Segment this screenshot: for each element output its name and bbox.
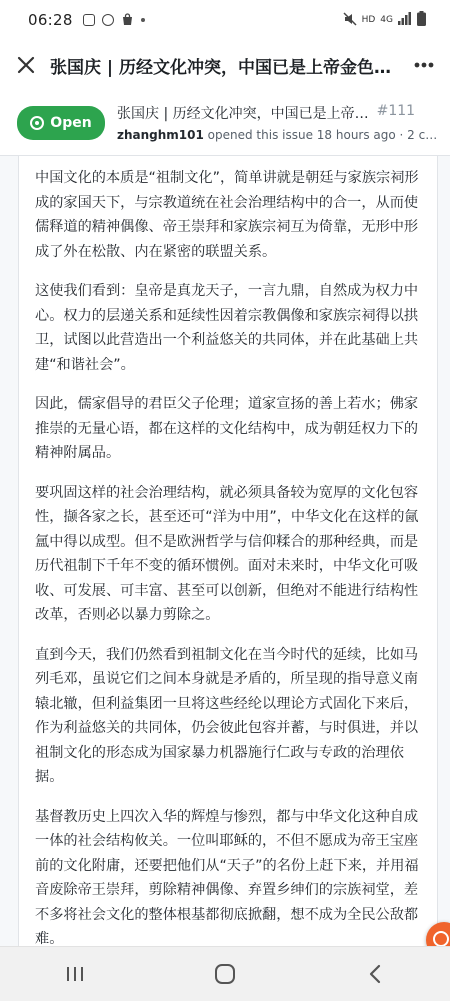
back-button[interactable] [345, 954, 405, 994]
status-bar [0, 0, 450, 40]
issue-title[interactable]: 张国庆 | 历经文化冲突，中国已是上帝… [117, 106, 369, 122]
body-paragraph: 这使我们看到：皇帝是真龙天子，一言九鼎，自然成为权力中心。权力的层递关系和延续性因着宗教偶像和家族宗祠得以拱卫，试图以此营造出一个利益悠关的共同体，并在此基础上共建“和谐社会”。 [35, 283, 419, 373]
close-button[interactable] [12, 51, 40, 79]
status-system-icons [343, 11, 426, 29]
network-hd-label: HD [361, 15, 376, 25]
back-icon [368, 964, 382, 984]
status-notification-icons [83, 11, 145, 30]
more-icon [414, 62, 434, 68]
battery-icon [417, 11, 426, 29]
body-paragraph: 中国文化的本质是“祖制文化”，简单讲就是朝廷与家族宗祠形成的家国天下，与宗教道统在社会治理结构中的合一，从而使儒释道的精神偶像、帝王崇拜和家族宗祠互为倚靠，无形中形成了外在松散、内在紧密的联盟关系。 [35, 170, 419, 260]
shop-bag-icon [121, 11, 134, 30]
issue-subtitle [117, 128, 450, 142]
body-paragraph: 直到今天，我们仍然看到祖制文化在当今时代的延续，比如马列毛邓，虽说它们之间本身就是矛盾的，所呈现的指导意义南辕北辙，但利益集团一旦将这些经纶以理论方式固化下来后，作为利益悠关的共同体，仍会彼此包容并蓄，与时俱进，并以祖制文化的形态成为国家暴力机器施行仁政与专政的治理依据。 [35, 646, 419, 785]
issue-body [18, 156, 438, 946]
status-time: 06:28 [28, 11, 73, 29]
close-icon [17, 56, 35, 74]
title-bar [0, 40, 450, 90]
issue-title-line [117, 103, 450, 123]
body-paragraph: 基督教历史上四次入华的辉煌与惨烈，都与中华文化这种自成一体的社会结构攸关。一位叫耶稣的，不但不愿成为帝王宝座前的文化附庸，还要把他们从“天子”的名份上赶下来，并用福音废除帝王崇拜，剪除精神偶像、弃置乡绅们的宗族祠堂，差不多将社会文化的整体根基都彻底掀翻，想不成为全民公敌都难。 [35, 808, 419, 946]
issue-author[interactable]: zhanghm101 [117, 128, 204, 142]
body-paragraph: 因此，儒家倡导的君臣父子伦理；道家宣扬的善上若水；佛家推崇的无量心语，都在这样的文化结构中，成为朝廷权力下的精神附属品。 [35, 396, 419, 461]
issue-number: #111 [376, 103, 416, 119]
fab-icon [433, 931, 449, 947]
dot-icon [141, 18, 145, 22]
recent-apps-icon [65, 965, 85, 983]
messenger-icon [102, 14, 114, 26]
page-title: 张国庆 | 历经文化冲突，中国已是上帝金色… [50, 57, 392, 78]
body-paragraph: 要巩固这样的社会治理结构，就必须具备较为宽厚的文化包容性，撷各家之长，甚至还可“洋为中用”，中华文化在这样的氤氲中得以成型。但不是欧洲哲学与信仰糅合的那种经典，而是历代祖制下千年不变的循环惯例。面对未来时，中华文化可吸收、可发展、可丰富、甚至可以创新，但绝对不能进行结构性改革，否则必以暴力剪除之。 [35, 484, 419, 623]
signal-icon [398, 12, 412, 28]
more-options-button[interactable] [410, 51, 438, 79]
home-icon [214, 963, 236, 985]
issue-header [0, 90, 450, 156]
issue-state-label: Open [50, 114, 92, 131]
recent-apps-button[interactable] [45, 954, 105, 994]
home-button[interactable] [195, 954, 255, 994]
network-type-label: 4G [380, 15, 393, 25]
mute-icon [343, 12, 357, 29]
issue-meta [117, 103, 450, 142]
issue-open-icon [30, 116, 44, 130]
issue-state-badge [17, 106, 105, 140]
system-nav-bar [0, 946, 450, 1001]
issue-opened-text: opened this issue 18 hours ago · 2 c… [203, 128, 438, 142]
gallery-icon [83, 14, 95, 26]
